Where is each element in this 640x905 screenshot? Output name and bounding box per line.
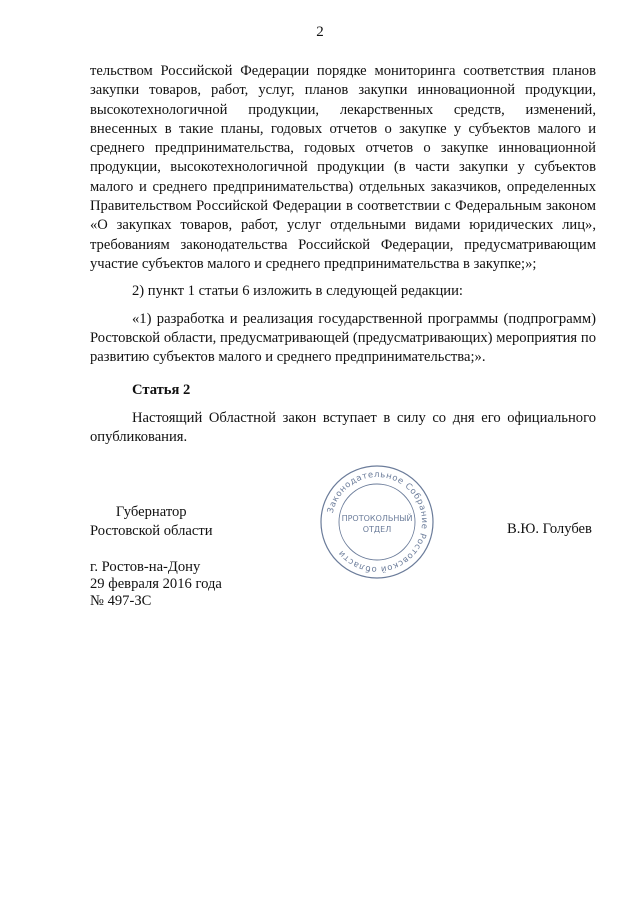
official-stamp <box>318 463 436 581</box>
signature-position-line2: Ростовской области <box>90 523 213 539</box>
paragraph-continuation: тельством Российской Федерации порядке мониторинга соответствия планов закупки товаров, работ, услуг, планов закупки инновационной продукции, высокотехнологичной продукции, лекарственных средств, изменений, внесенных в такие планы, годовых отчетов о закупке у субъектов малого и среднего предпринимательства, годовых отчетов о закупке инновационной продукции, высокотехнологичной продукции (в части закупки у субъектов малого и среднего предпринимательства) отдельных заказчиков, определенных Правительством Российской Федерации в соответствии с Федеральным законом «О закупках товаров, работ, услуг отдельными видами юридических лиц», требованиям законодательства Российской Федерации, предусматривающим участие субъектов малого и среднего предпринимательства в закупке;»; <box>90 63 596 272</box>
document-body <box>90 62 596 447</box>
page-number: 2 <box>316 24 324 40</box>
stamp-center-line1: ПРОТОКОЛЬНЫЙ <box>341 514 413 523</box>
stamp-center-line2: ОТДЕЛ <box>362 525 392 534</box>
paragraph-item-2: 2) пункт 1 статьи 6 изложить в следующей редакции: <box>132 283 463 300</box>
date: 29 февраля 2016 года <box>90 576 222 592</box>
signature-position <box>90 503 213 541</box>
signatory-name: В.Ю. Голубев <box>507 521 592 537</box>
place-date-number <box>90 559 222 610</box>
signature-position-line1: Губернатор <box>115 504 187 520</box>
article-text: Настоящий Областной закон вступает в силу со дня его официального опубликования. <box>90 409 596 446</box>
paragraph-quoted-item: «1) разработка и реализация государственной программы (подпрограмм) Ростовской области, предусматривающей (предусматривающих) мероприятия по развитию субъектов малого и среднего предпринимательства;». <box>90 310 596 366</box>
law-number: № 497-ЗС <box>90 593 152 609</box>
stamp-ring-text: Законодательное Собрание Ростовской области <box>325 469 430 575</box>
city: г. Ростов-на-Дону <box>90 559 201 575</box>
article-title: Статья 2 <box>132 382 191 399</box>
